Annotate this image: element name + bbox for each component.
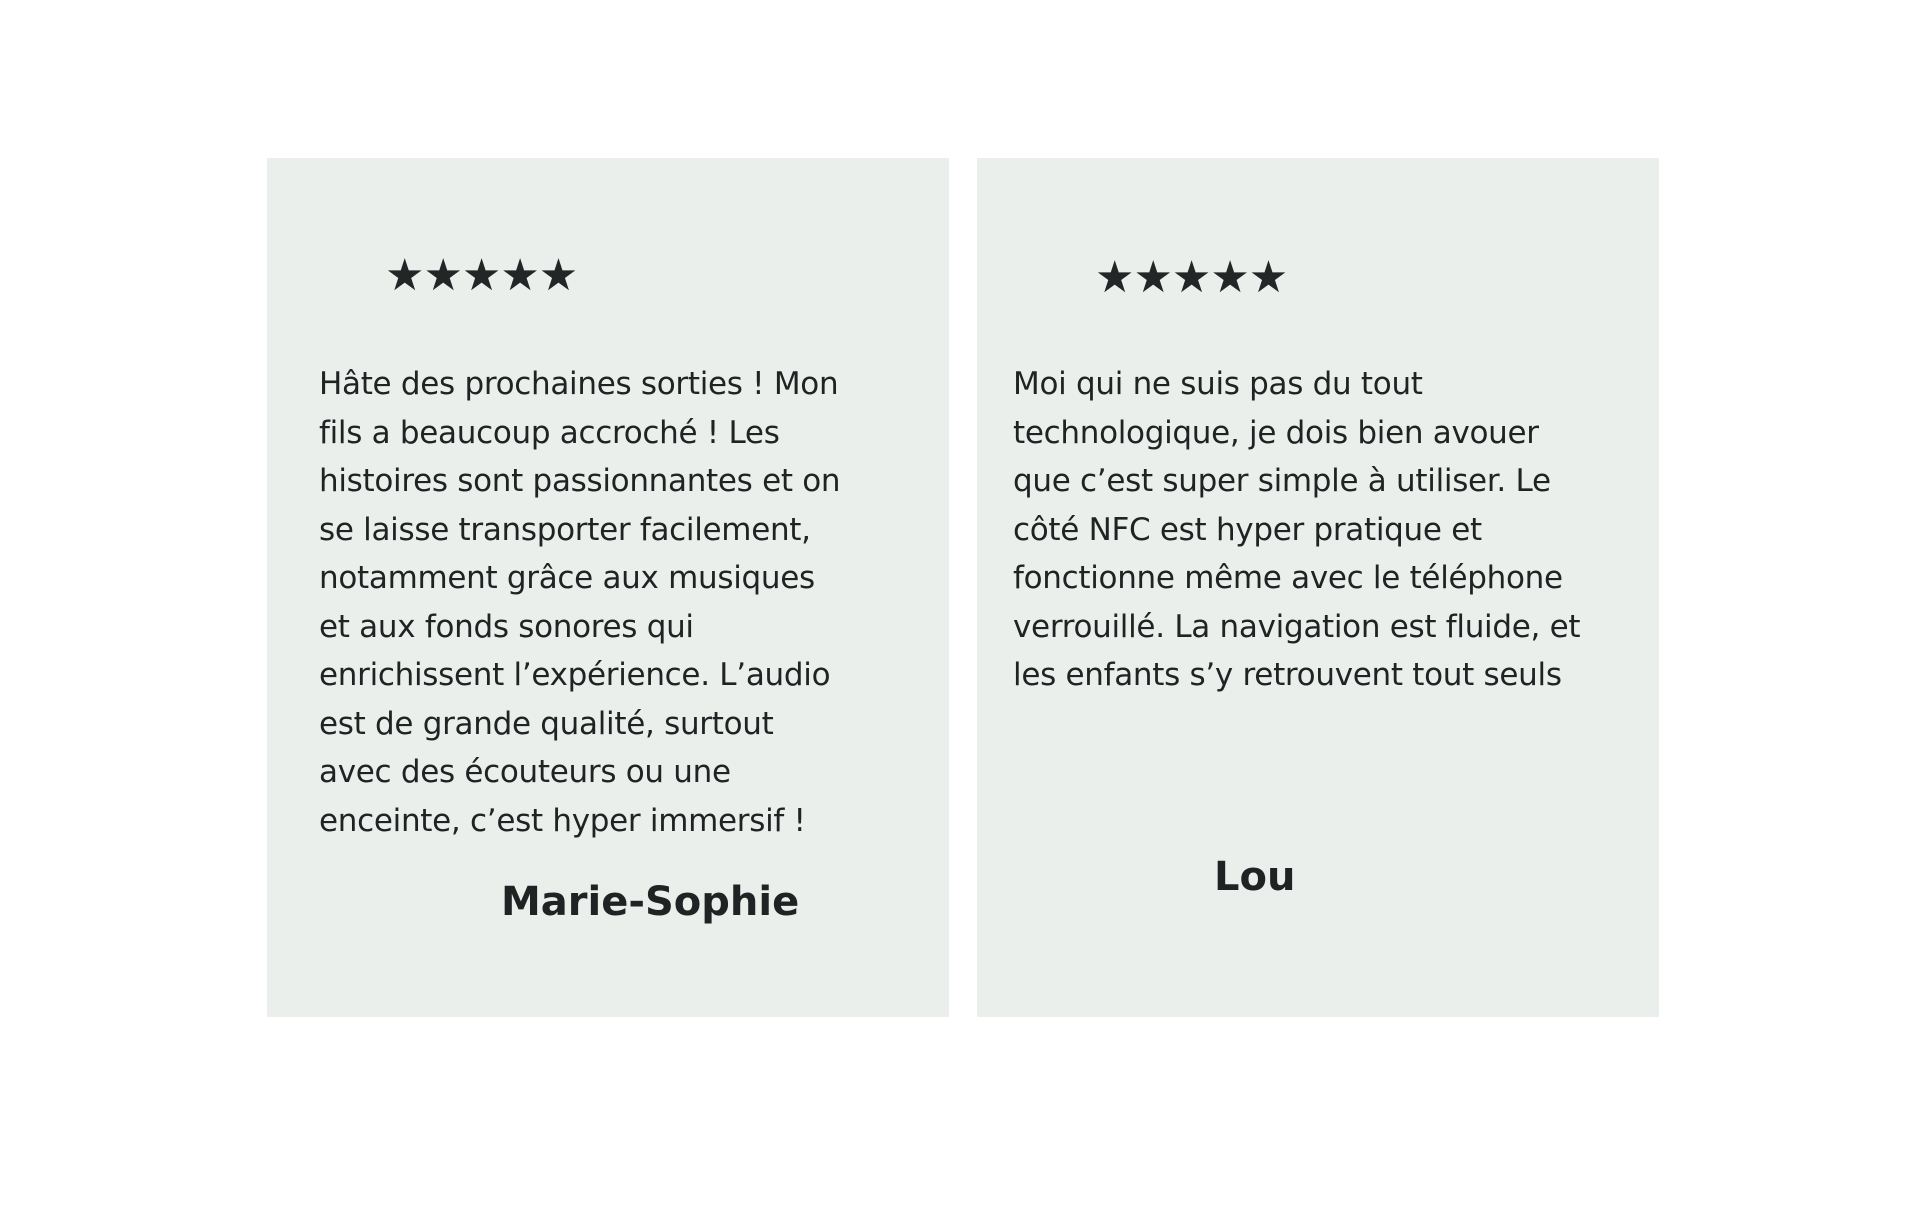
star-rating: ★★★★★ [1095,252,1288,303]
review-text [319,360,919,845]
review-text-line: et aux fonds sonores qui [319,608,694,645]
review-author: Marie-Sophie [501,879,800,925]
review-text-line: verrouillé. La navigation est fluide, et [1013,608,1581,645]
review-text-line: est de grande qualité, surtout [319,705,774,742]
review-card [267,158,949,1017]
review-text-line: fils a beaucoup accroché ! Les [319,414,780,451]
review-text-line: enrichissent l’expérience. L’audio [319,657,831,693]
review-text-line: que c’est super simple à utiliser. Le [1013,463,1551,499]
review-text-line: Hâte des prochaines sorties ! Mon [319,366,839,402]
review-text-line: côté NFC est hyper pratique et [1013,511,1482,548]
review-text-line: se laisse transporter facilement, [319,511,811,548]
review-text-line: Moi qui ne suis pas du tout [1013,366,1423,402]
star-rating: ★★★★★ [385,250,578,301]
review-text-line: notamment grâce aux musiques [319,560,815,596]
review-text-line: enceinte, c’est hyper immersif ! [319,802,806,839]
review-card [977,158,1659,1017]
review-text [1013,360,1633,700]
review-author: Lou [1214,854,1296,900]
review-text-line: fonctionne même avec le téléphone [1013,560,1563,596]
review-text-line: technologique, je dois bien avouer [1013,414,1539,451]
review-text-line: avec des écouteurs ou une [319,754,731,790]
review-text-line: les enfants s’y retrouvent tout seuls [1013,657,1562,693]
review-text-line: histoires sont passionnantes et on [319,463,841,499]
